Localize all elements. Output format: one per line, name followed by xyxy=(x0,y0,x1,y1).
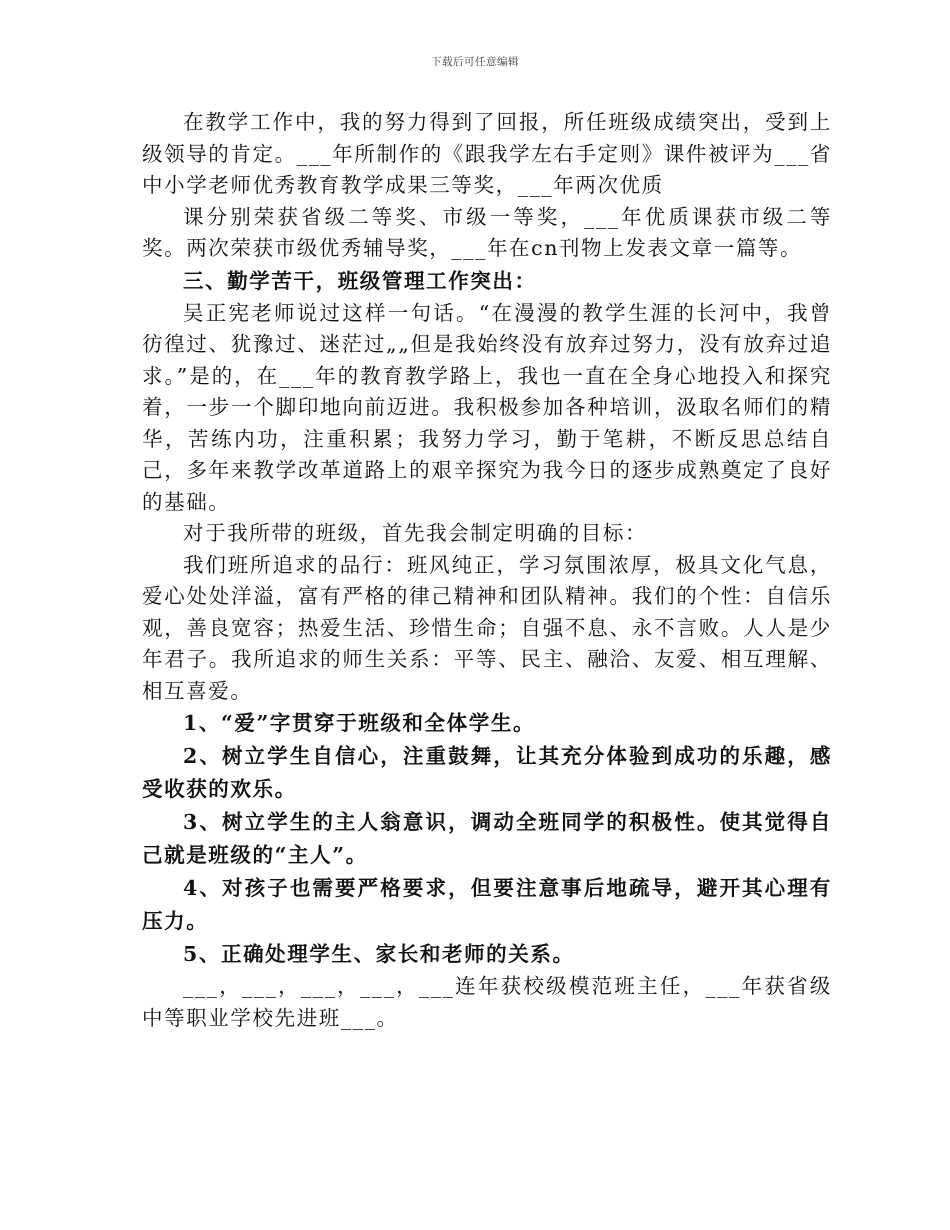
list-item-5: 5、正确处理学生、家长和老师的关系。 xyxy=(183,942,575,966)
list-item-1: 1、“爱”字贯穿于班级和全体学生。 xyxy=(183,711,536,735)
list-item-3: 3、树立学生的主人翁意识，调动全班同学的积极性。使其觉得自己就是班级的“主人”。 xyxy=(142,810,832,867)
paragraph-class-goal-intro: 对于我所带的班级，首先我会制定明确的目标： xyxy=(183,521,648,545)
list-item-4: 4、对孩子也需要严格要求，但要注意事后地疏导，避开其心理有压力。 xyxy=(142,876,832,933)
paragraph-honors: ___，___，___，___，___连年获校级模范班主任，___年获省级中等职业学校先进班___。 xyxy=(142,974,832,1030)
list-item-2: 2、树立学生自信心，注重鼓舞，让其充分体验到成功的乐趣，感受收获的欢乐。 xyxy=(142,744,832,801)
paragraph-awards: 课分别荣获省级二等奖、市级一等奖，___年优质课获市级二等奖。两次荣获市级优秀辅导奖，___年在cn刊物上发表文章一篇等。 xyxy=(142,204,832,260)
document-body xyxy=(142,107,832,1034)
paragraph-class-goals: 我们班所追求的品行：班风纯正，学习氛围浓厚，极具文化气息，爱心处处洋溢，富有严格的律己精神和团队精神。我们的个性：自信乐观，善良宽容；热爱生活、珍惜生命；自强不息、永不言败。人人是少年君子。我所追求的师生关系：平等、民主、融洽、友爱、相互理解、相互喜爱。 xyxy=(142,552,832,703)
paragraph-teaching-results: 在教学工作中，我的努力得到了回报，所任班级成绩突出，受到上级领导的肯定。___年所制作的《跟我学左右手定则》课件被评为___省中小学老师优秀教育教学成果三等奖，___年两次优质 xyxy=(142,110,832,197)
paragraph-quote: 吴正宪老师说过这样一句话。“在漫漫的教学生涯的长河中，我曾彷徨过、犹豫过、迷茫过„„但是我始终没有放弃过努力，没有放弃过追求。”是的，在___年的教育教学路上，我也一直在全身心地投入和探究着，一步一个脚印地向前迈进。我积极参加各种培训，汲取名师们的精华，苦练内功，注重积累；我努力学习，勤于笔耕，不断反思总结自己，多年来教学改革道路上的艰辛探究为我今日的逐步成熟奠定了良好的基础。 xyxy=(142,300,832,514)
section-heading-class-management: 三、勤学苦干，班级管理工作突出： xyxy=(183,268,537,293)
page-header: 下载后可任意编辑 xyxy=(431,56,519,68)
